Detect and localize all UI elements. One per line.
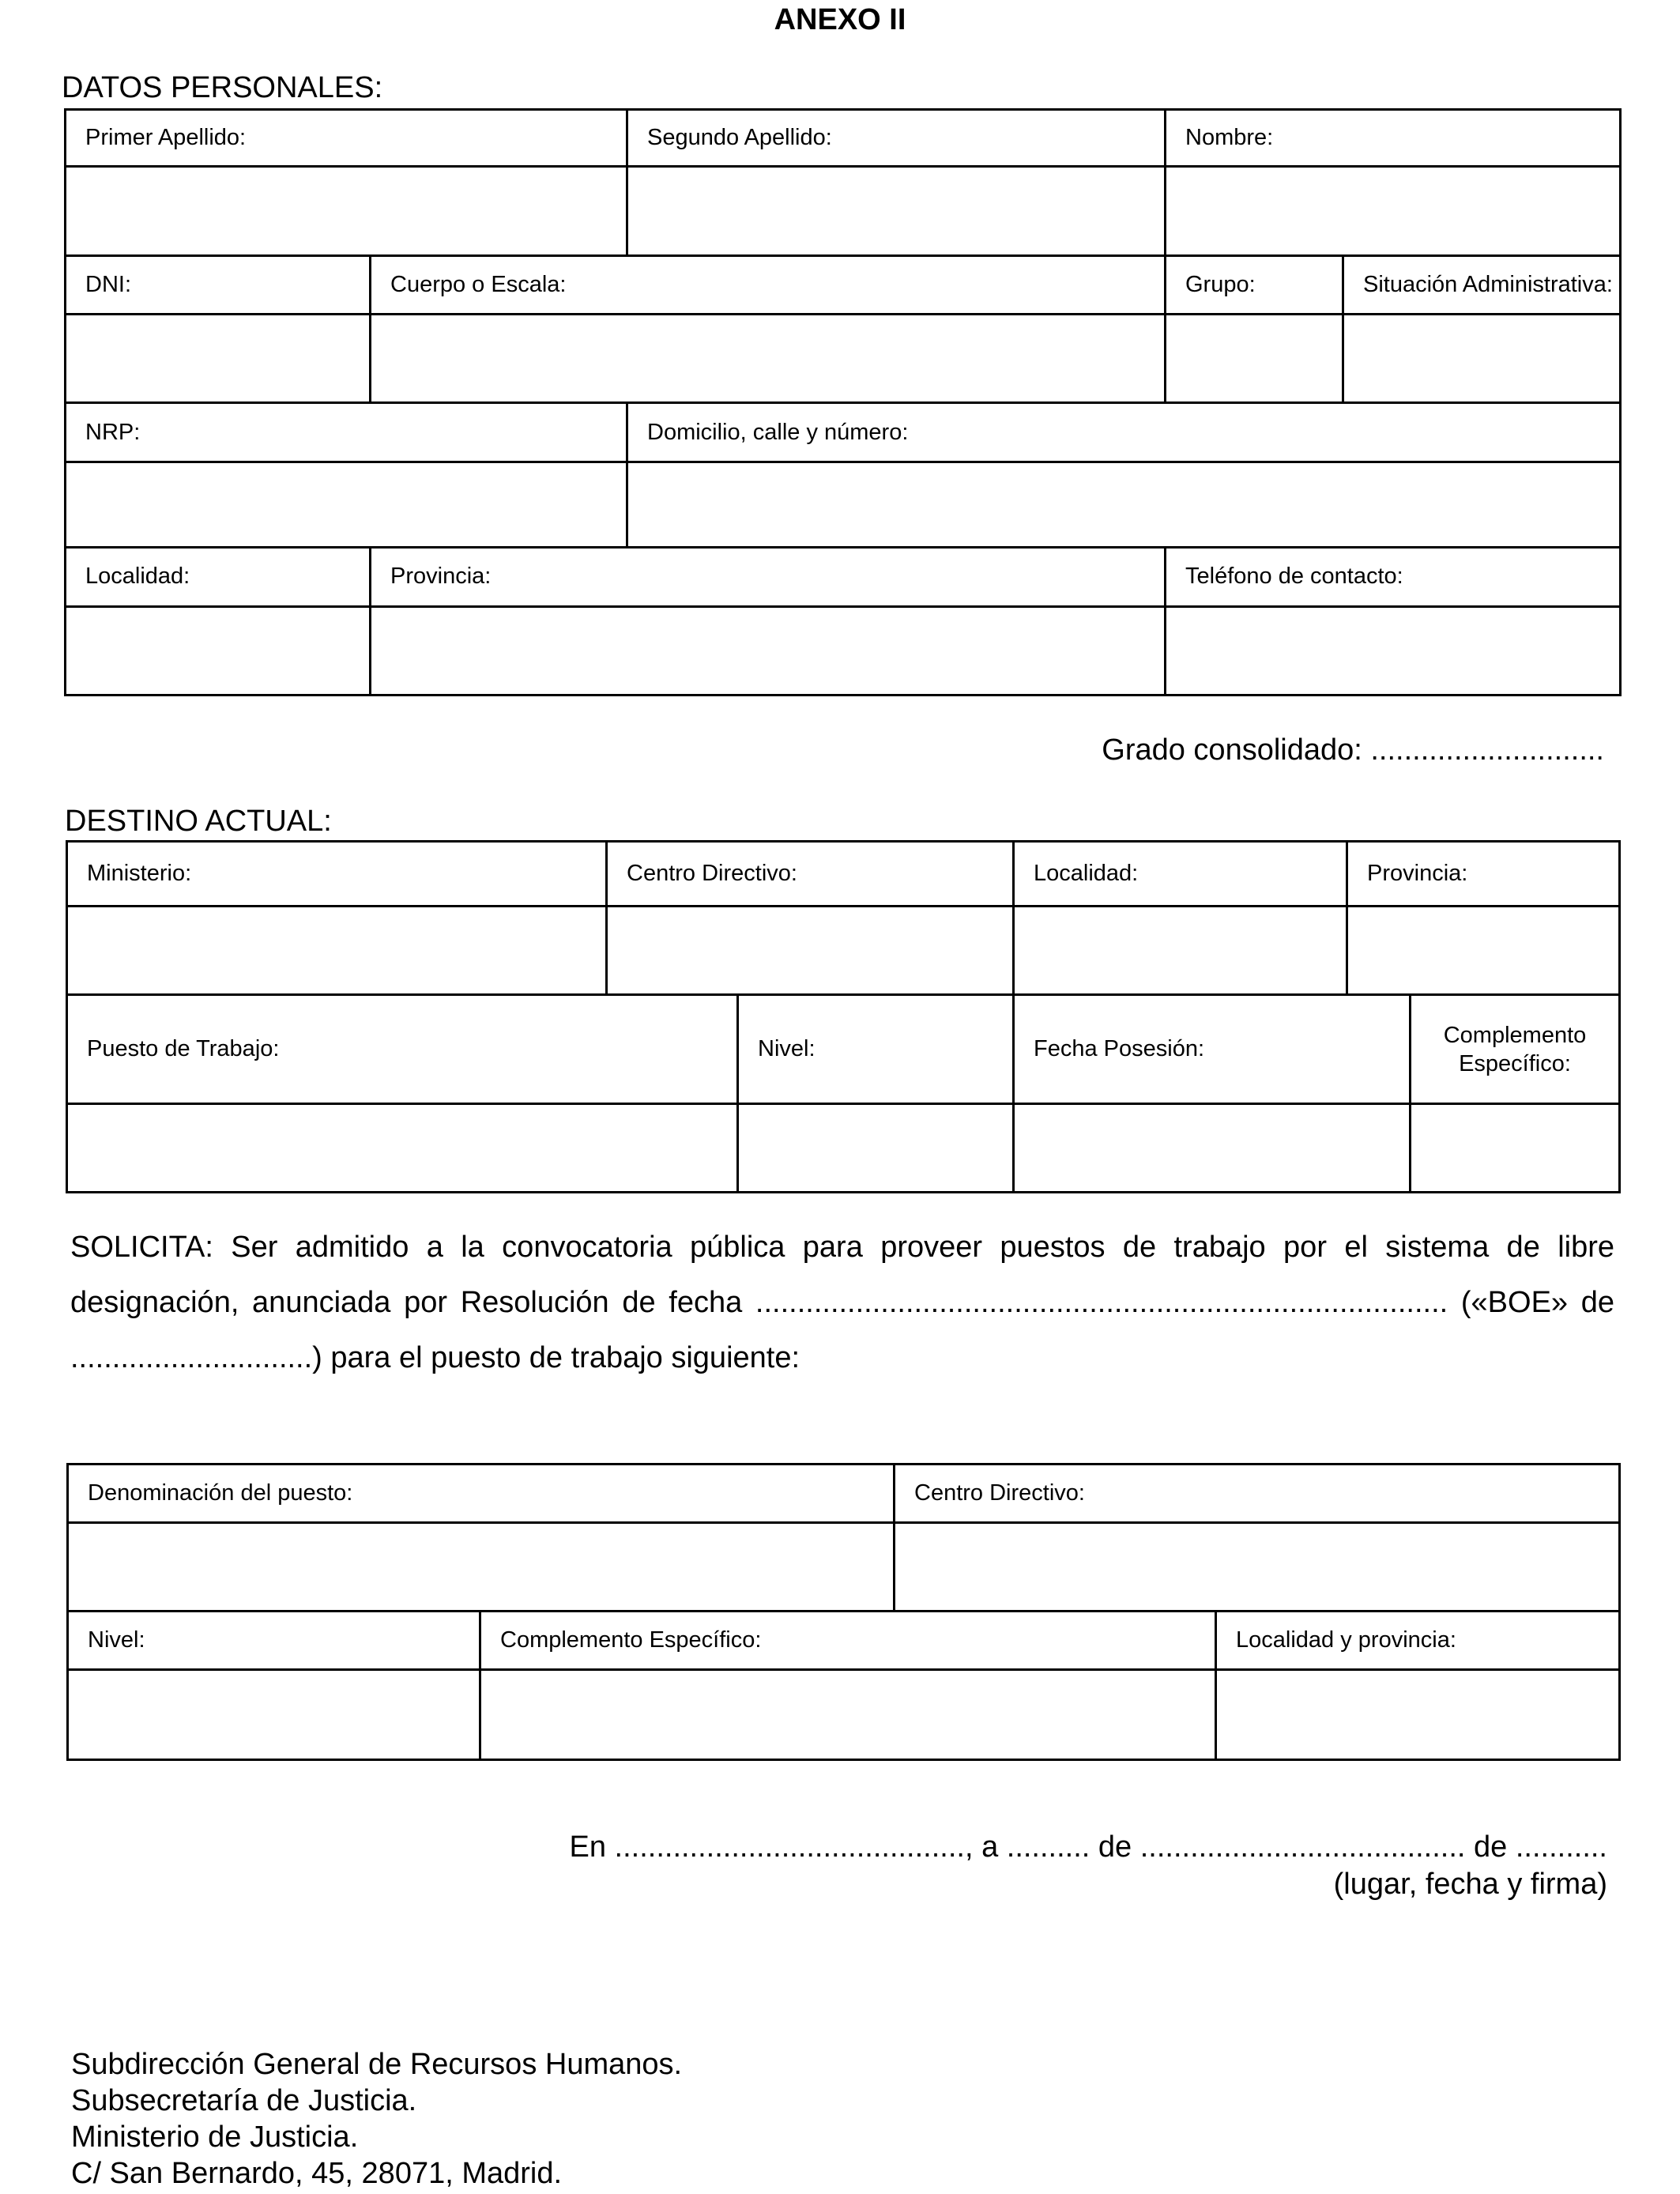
label-provincia-destino: Provincia: [1347, 842, 1620, 907]
address-line: C/ San Bernardo, 45, 28071, Madrid. [71, 2157, 563, 2190]
label-dni: DNI: [66, 255, 371, 314]
section-heading-destino-actual: DESTINO ACTUAL: [65, 805, 332, 838]
address-line: Subsecretaría de Justicia. [71, 2084, 417, 2117]
field-cuerpo-escala[interactable] [371, 315, 1166, 403]
field-nrp[interactable] [66, 462, 627, 547]
grado-consolidado: Grado consolidado: ............................ [1102, 733, 1604, 767]
label-situacion-administrativa: Situación Administrativa: [1343, 255, 1621, 314]
label-nombre: Nombre: [1166, 110, 1621, 167]
field-centro-directivo[interactable] [607, 907, 1014, 995]
field-segundo-apellido[interactable] [627, 167, 1166, 255]
personal-data-table [64, 108, 1622, 696]
label-complemento-line-1: Complemento [1443, 1022, 1587, 1048]
field-provincia[interactable] [371, 606, 1166, 695]
field-situacion-administrativa[interactable] [1343, 315, 1621, 403]
label-ministerio: Ministerio: [67, 842, 607, 907]
label-primer-apellido: Primer Apellido: [66, 110, 627, 167]
field-dni[interactable] [66, 315, 371, 403]
label-puesto-trabajo: Puesto de Trabajo: [67, 995, 738, 1104]
label-domicilio: Domicilio, calle y número: [627, 403, 1621, 462]
label-fecha-posesion: Fecha Posesión: [1014, 995, 1411, 1104]
field-domicilio[interactable] [627, 462, 1621, 547]
field-localidad-provincia[interactable] [1216, 1670, 1620, 1760]
label-localidad: Localidad: [66, 548, 371, 606]
label-nivel-solicitado: Nivel: [68, 1612, 480, 1670]
field-localidad[interactable] [66, 606, 371, 695]
label-centro-directivo-solicitado: Centro Directivo: [895, 1465, 1620, 1523]
field-provincia-destino[interactable] [1347, 907, 1620, 995]
label-denominacion-puesto: Denominación del puesto: [68, 1465, 895, 1523]
solicita-paragraph: SOLICITA: Ser admitido a la convocatoria pública para proveer puestos de trabajo por el sistema de libre designación, anunciada por Resolución de fecha ................................................................................... («BOE» de .............................) para el puesto de trabajo siguiente: [70, 1231, 1614, 1374]
label-segundo-apellido: Segundo Apellido: [627, 110, 1166, 167]
label-localidad-destino: Localidad: [1014, 842, 1347, 907]
field-grupo[interactable] [1166, 315, 1343, 403]
label-cuerpo-escala: Cuerpo o Escala: [371, 255, 1166, 314]
address-line: Subdirección General de Recursos Humanos. [71, 2048, 683, 2081]
label-provincia: Provincia: [371, 548, 1166, 606]
label-complemento-especifico-solicitado: Complemento Específico: [480, 1612, 1216, 1670]
page-title: ANEXO II [774, 3, 906, 36]
field-nivel-solicitado[interactable] [68, 1670, 480, 1760]
signature-line: En .........................................., a .......... de ....................................... de ........... [569, 1830, 1607, 1864]
label-telefono: Teléfono de contacto: [1166, 548, 1621, 606]
field-localidad-destino[interactable] [1014, 907, 1347, 995]
address-block [71, 2046, 682, 2192]
field-telefono[interactable] [1166, 606, 1621, 695]
field-fecha-posesion[interactable] [1014, 1104, 1411, 1193]
label-centro-directivo: Centro Directivo: [607, 842, 1014, 907]
field-ministerio[interactable] [67, 907, 607, 995]
label-complemento-line-2: Específico: [1459, 1050, 1571, 1076]
label-grupo: Grupo: [1166, 255, 1343, 314]
field-puesto-trabajo[interactable] [67, 1104, 738, 1193]
address-line: Ministerio de Justicia. [71, 2120, 359, 2154]
section-heading-datos-personales: DATOS PERSONALES: [62, 71, 383, 104]
puesto-solicitado-table [66, 1463, 1621, 1761]
field-complemento-especifico-destino[interactable] [1411, 1104, 1620, 1193]
field-primer-apellido[interactable] [66, 167, 627, 255]
label-localidad-provincia: Localidad y provincia: [1216, 1612, 1620, 1670]
destino-actual-table [66, 840, 1621, 1193]
field-denominacion-puesto[interactable] [68, 1523, 895, 1612]
field-nivel-destino[interactable] [738, 1104, 1014, 1193]
signature-note: (lugar, fecha y firma) [1333, 1868, 1607, 1901]
field-nombre[interactable] [1166, 167, 1621, 255]
label-nrp: NRP: [66, 403, 627, 462]
field-complemento-especifico-solicitado[interactable] [480, 1670, 1216, 1760]
label-complemento-especifico-destino [1411, 995, 1620, 1104]
label-nivel-destino: Nivel: [738, 995, 1014, 1104]
field-centro-directivo-solicitado[interactable] [895, 1523, 1620, 1612]
